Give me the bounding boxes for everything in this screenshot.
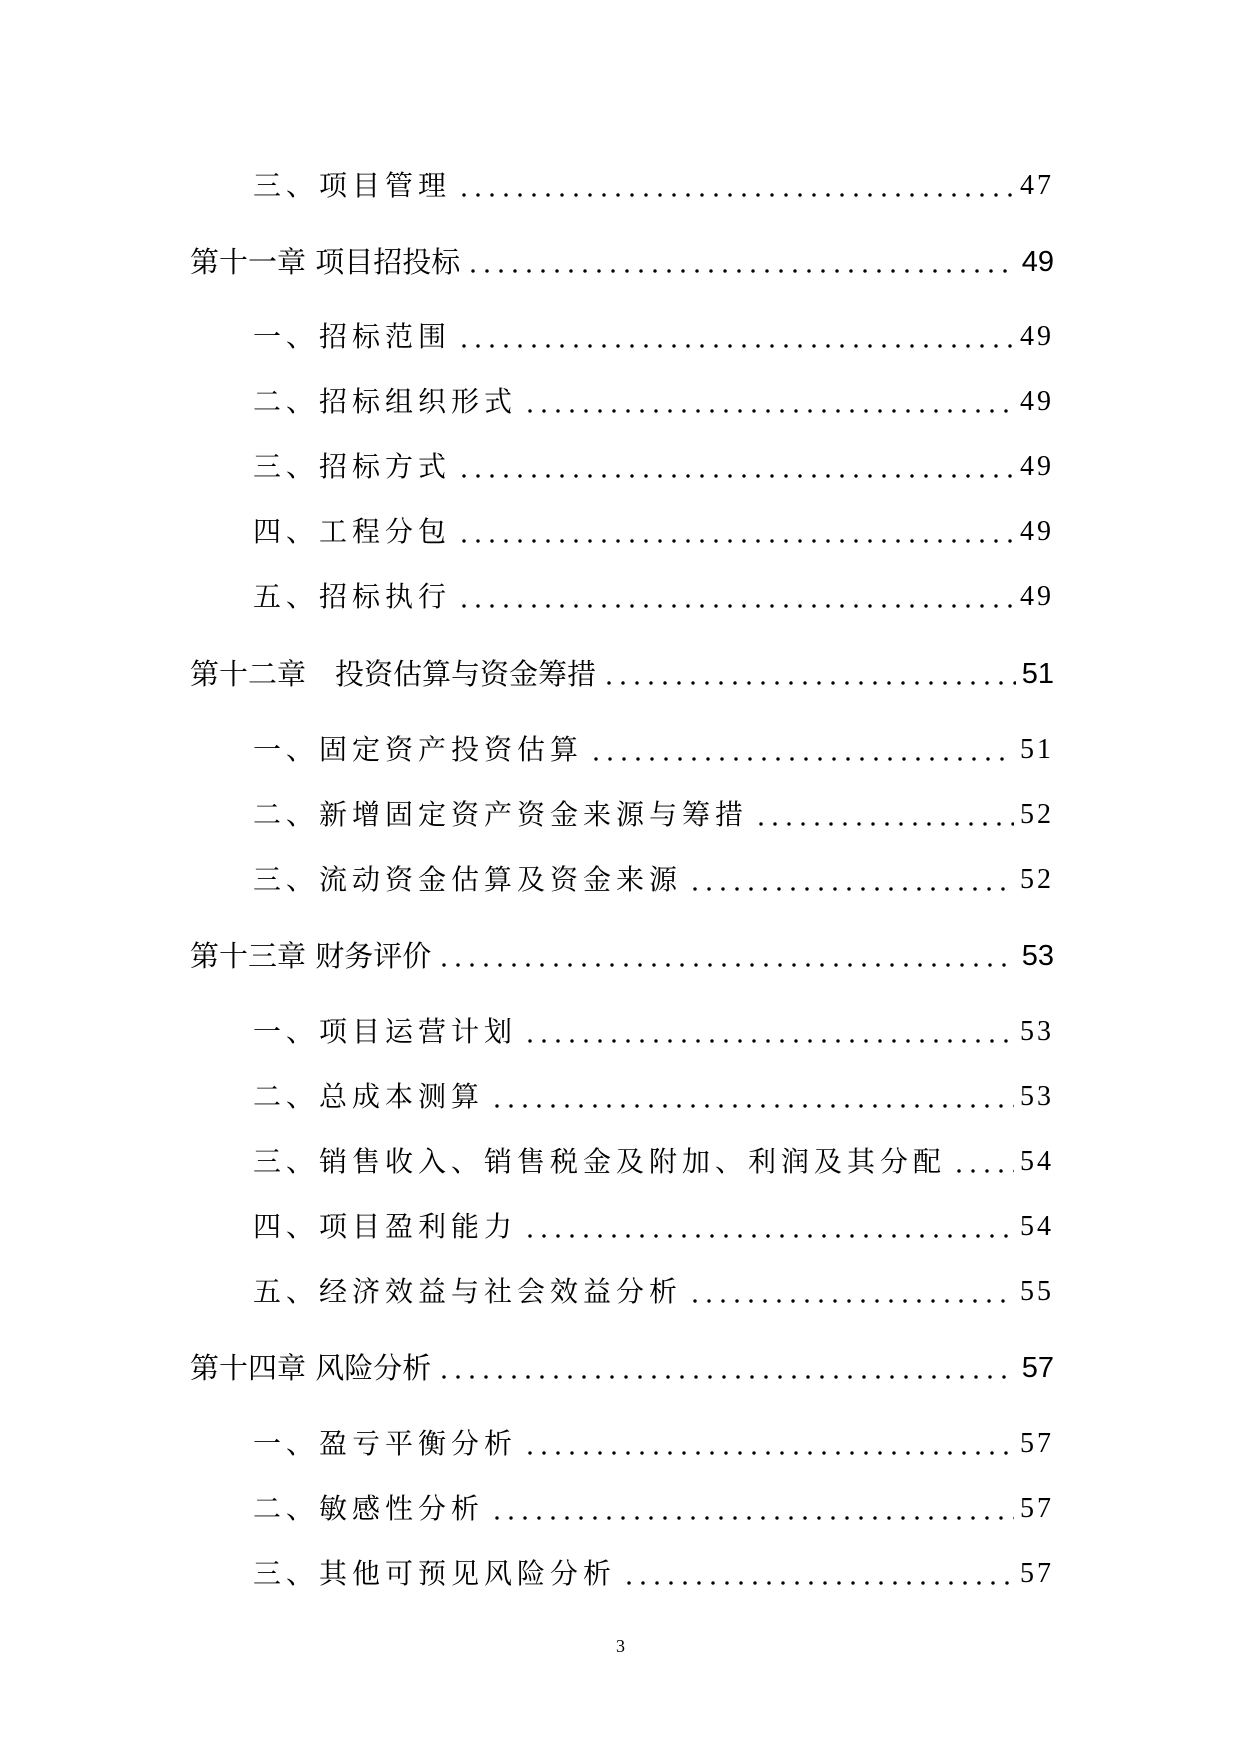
toc-section-entry [253,506,1054,552]
toc-entry-title: 一、项目运营计划 [253,1015,518,1048]
toc-entry-page: 55 [1020,1276,1054,1307]
toc-entry-page: 57 [1021,1352,1054,1384]
dot-leader [523,392,1014,414]
dot-leader [952,1152,1014,1174]
toc-entry-page: 49 [1020,516,1054,547]
dot-leader [457,522,1014,544]
toc-entry-title: 五、经济效益与社会效益分析 [253,1275,683,1308]
dot-leader [523,1217,1014,1239]
dot-leader [523,1022,1014,1044]
toc-entry-title: 四、工程分包 [253,515,452,548]
toc-entry-title: 三、招标方式 [253,450,452,483]
toc-entry-page: 53 [1020,1081,1054,1112]
toc-entry-page: 57 [1020,1493,1054,1524]
toc-chapter-entry [190,236,1054,282]
dot-leader [457,176,1014,198]
toc-chapter-entry [190,930,1054,976]
toc-entry-title: 四、项目盈利能力 [253,1210,518,1243]
toc-section-entry [253,311,1054,357]
toc-entry-page: 49 [1020,386,1054,417]
toc-entry-page: 52 [1020,799,1054,830]
dot-leader [490,1499,1014,1521]
toc-entry-page: 52 [1020,864,1054,895]
toc-section-entry [253,854,1054,900]
toc-entry-title: 第十三章 财务评价 [190,939,432,973]
toc-section-entry [253,376,1054,422]
dot-leader [490,1087,1014,1109]
dot-leader [622,1564,1014,1586]
toc-section-entry [253,724,1054,770]
toc-entry-title: 一、固定资产投资估算 [253,733,584,766]
toc-chapter-entry [190,1342,1054,1388]
toc-entry-page: 57 [1020,1558,1054,1589]
toc-entry-page: 49 [1020,321,1054,352]
toc-section-entry [253,1201,1054,1247]
toc-entry-title: 三、项目管理 [253,169,452,202]
toc-entry-page: 51 [1020,734,1054,765]
dot-leader [466,252,1016,274]
toc-section-entry [253,571,1054,617]
toc-section-entry [253,1006,1054,1052]
toc-entry-title: 一、盈亏平衡分析 [253,1427,518,1460]
dot-leader [602,664,1016,686]
toc-entry-title: 三、其他可预见风险分析 [253,1557,617,1590]
dot-leader [688,1282,1014,1304]
toc-entry-page: 49 [1020,451,1054,482]
toc-entry-page: 49 [1021,246,1054,278]
dot-leader [457,327,1014,349]
toc-entry-page: 51 [1021,658,1054,690]
toc-section-entry [253,1266,1054,1312]
toc-section-entry [253,1071,1054,1117]
toc-entry-page: 54 [1020,1211,1054,1242]
toc-entry-page: 53 [1020,1016,1054,1047]
dot-leader [437,1358,1016,1380]
toc-section-entry [253,1483,1054,1529]
dot-leader [589,740,1014,762]
dot-leader [437,946,1016,968]
toc-section-entry [253,441,1054,487]
dot-leader [688,870,1014,892]
dot-leader [457,587,1014,609]
toc-entry-title: 五、招标执行 [253,580,452,613]
toc-entry-page: 54 [1020,1146,1054,1177]
toc-entry-title: 第十二章 投资估算与资金筹措 [190,657,597,691]
toc-section-entry [253,160,1054,206]
toc-entry-title: 第十一章 项目招投标 [190,245,461,279]
toc-entry-title: 第十四章 风险分析 [190,1351,432,1385]
toc-entry-page: 53 [1021,940,1054,972]
toc-section-entry [253,1548,1054,1594]
toc-entry-page: 47 [1020,170,1054,201]
toc-entry-title: 二、总成本测算 [253,1080,485,1113]
toc-entry-title: 三、流动资金估算及资金来源 [253,863,683,896]
dot-leader [754,805,1014,827]
toc-entry-title: 一、招标范围 [253,320,452,353]
toc-section-entry [253,789,1054,835]
toc-chapter-entry [190,648,1054,694]
toc-entry-page: 57 [1020,1428,1054,1459]
toc-entry-title: 二、招标组织形式 [253,385,518,418]
toc-entry-page: 49 [1020,581,1054,612]
toc-entry-title: 二、敏感性分析 [253,1492,485,1525]
toc-entry-title: 三、销售收入、销售税金及附加、利润及其分配 [253,1145,947,1178]
dot-leader [523,1434,1014,1456]
page-number: 3 [616,1636,625,1656]
toc-section-entry [253,1418,1054,1464]
toc-section-entry [253,1136,1054,1182]
toc-entry-title: 二、新增固定资产资金来源与筹措 [253,798,749,831]
dot-leader [457,457,1014,479]
